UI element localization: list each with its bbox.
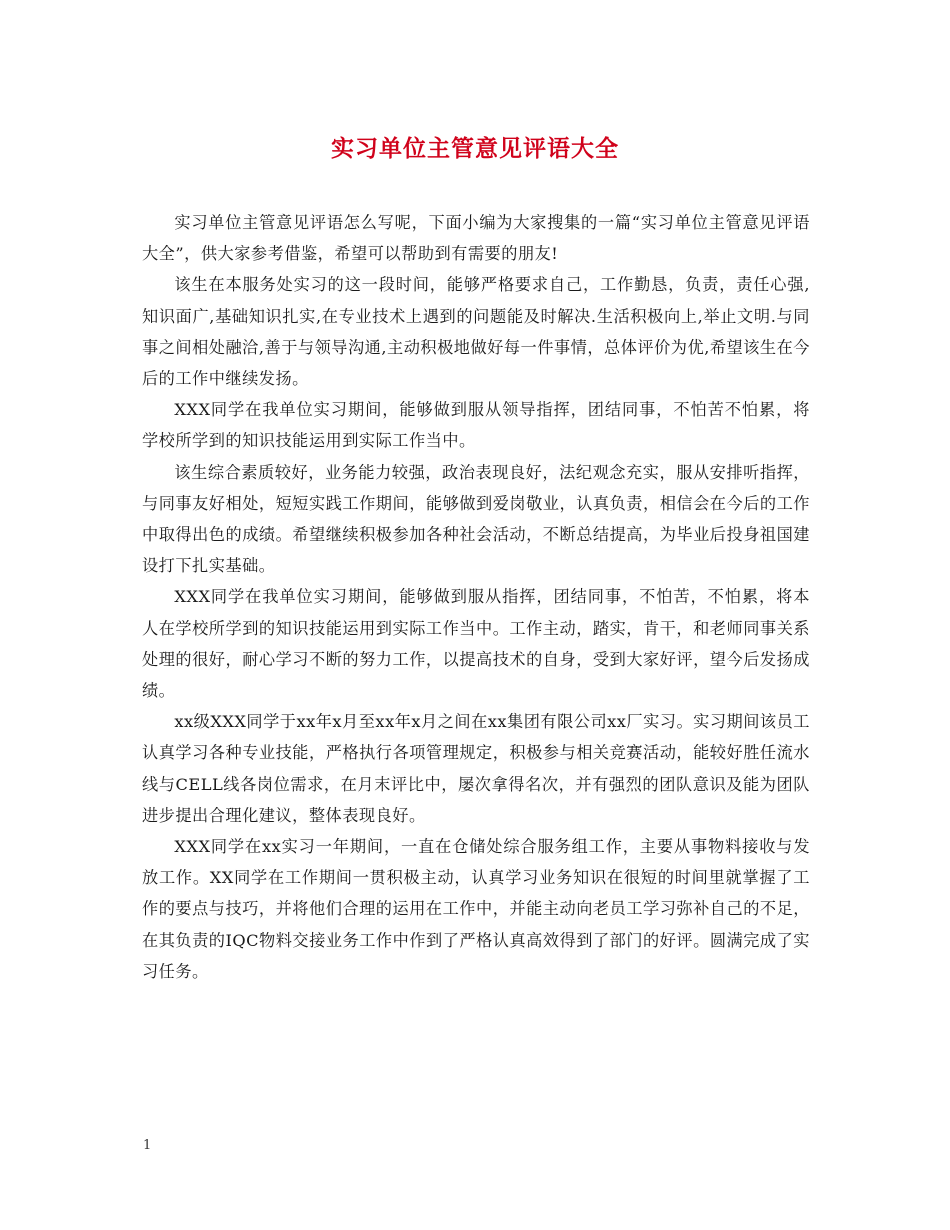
paragraph: XXX同学在我单位实习期间，能够做到服从领导指挥，团结同事，不怕苦不怕累，将学校所学到的知识技能运用到实际工作当中。 [142, 400, 810, 451]
paragraph: xx级XXX同学于xx年x月至xx年x月之间在xx集团有限公司xx厂实习。实习期间该员工认真学习各种专业技能，严格执行各项管理规定，积极参与相关竞赛活动，能较好胜任流水线与CELL线各岗位需求，在月末评比中，屡次拿得名次，并有强烈的团队意识及能为团队进步提出合理化建议，整体表现良好。 [142, 712, 810, 825]
page-number: 1 [143, 1138, 152, 1153]
paragraph: XXX同学在xx实习一年期间，一直在仓储处综合服务组工作，主要从事物料接收与发放工作。XX同学在工作期间一贯积极主动，认真学习业务知识在很短的时间里就掌握了工作的要点与技巧，并将他们合理的运用在工作中，并能主动向老员工学习弥补自己的不足，在其负责的IQC物料交接业务工作中作到了严格认真高效得到了部门的好评。圆满完成了实习任务。 [142, 837, 810, 981]
paragraph: 实习单位主管意见评语怎么写呢，下面小编为大家搜集的一篇“实习单位主管意见评语大全”，供大家参考借鉴，希望可以帮助到有需要的朋友! [142, 213, 810, 264]
paragraph: 该生在本服务处实习的这一段时间，能够严格要求自己，工作勤恳，负责，责任心强,知识面广,基础知识扎实,在专业技术上遇到的问题能及时解决.生活积极向上,举止文明.与同事之间相处融洽,善于与领导沟通,主动积极地做好每一件事情，总体评价为优,希望该生在今后的工作中继续发扬。 [142, 275, 810, 389]
paragraph: 该生综合素质较好，业务能力较强，政治表现良好，法纪观念充实，服从安排听指挥，与同事友好相处，短短实践工作期间，能够做到爱岗敬业，认真负责，相信会在今后的工作中取得出色的成绩。希望继续积极参加各种社会活动，不断总结提高，为毕业后投身祖国建设打下扎实基础。 [142, 462, 810, 576]
paragraph: XXX同学在我单位实习期间，能够做到服从指挥，团结同事，不怕苦，不怕累，将本人在学校所学到的知识技能运用到实际工作当中。工作主动，踏实，肯干，和老师同事关系处理的很好，耐心学习不断的努力工作，以提高技术的自身，受到大家好评，望今后发扬成绩。 [142, 587, 810, 701]
document-title: 实习单位主管意见评语大全 [331, 136, 619, 162]
document-body [142, 207, 810, 987]
